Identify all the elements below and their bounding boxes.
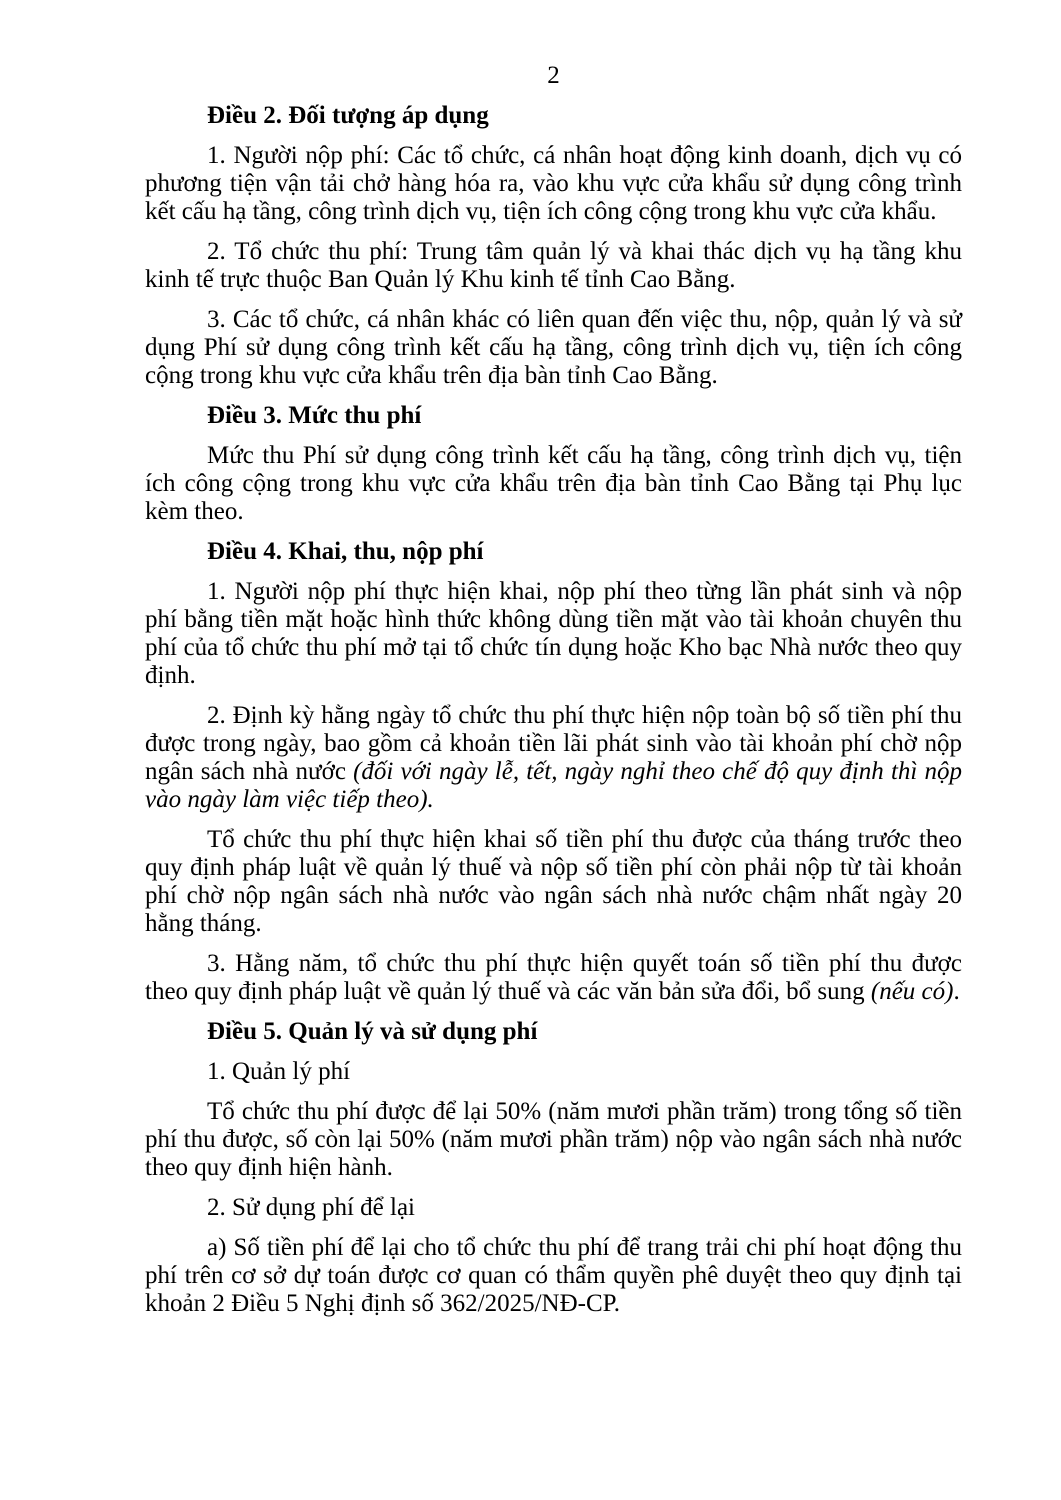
text-segment: 2. Sử dụng phí để lại	[207, 1194, 415, 1221]
text-segment: 1. Người nộp phí thực hiện khai, nộp phí theo từng lần phát sinh và nộp phí bằng tiền mặt hoặc hình thức không dùng tiền mặt vào tài khoản chuyên thu phí của tổ chức thu phí mở tại tổ chức tín dụng hoặc Kho bạc Nhà nước theo quy định.	[145, 578, 962, 689]
text-segment: 3. Hằng năm, tổ chức thu phí thực hiện quyết toán số tiền phí thu được theo quy định pháp luật về quản lý thuế và các văn bản sửa đổi, bổ sung	[145, 950, 962, 1005]
article-5-clause-2-point-a	[145, 1234, 962, 1318]
article-2-clause-3	[145, 306, 962, 390]
article-3-body	[145, 442, 962, 526]
article-4-clause-1	[145, 578, 962, 690]
italic-text-segment: (nếu có)	[870, 978, 954, 1005]
text-segment: 1. Người nộp phí: Các tổ chức, cá nhân hoạt động kinh doanh, dịch vụ có phương tiện vận tải chở hàng hóa ra, vào khu vực cửa khẩu sử dụng công trình kết cấu hạ tầng, công trình dịch vụ, tiện ích công cộng trong khu vực cửa khẩu.	[145, 142, 962, 225]
text-segment: 3. Các tổ chức, cá nhân khác có liên quan đến việc thu, nộp, quản lý và sử dụng Phí sử dụng công trình kết cấu hạ tầng, công trình dịch vụ, tiện ích công cộng trong khu vực cửa khẩu trên địa bàn tỉnh Cao Bằng.	[145, 306, 962, 389]
article-4-clause-3	[145, 950, 962, 1006]
page-number: 2	[547, 62, 560, 89]
text-segment: .	[953, 978, 960, 1005]
text-segment: Điều 3. Mức thu phí	[207, 402, 422, 429]
document-body	[145, 102, 962, 1318]
text-segment: 1. Quản lý phí	[207, 1058, 351, 1085]
text-segment: 2. Định kỳ hằng ngày tổ chức thu phí thực hiện nộp toàn bộ số tiền phí thu được trong ngày, bao gồm cả khoản tiền lãi phát sinh vào tài khoản phí chờ nộp ngân sách nhà nước	[145, 702, 962, 785]
article-2-clause-2	[145, 238, 962, 294]
text-segment: Tổ chức thu phí được để lại 50% (năm mươi phần trăm) trong tổng số tiền phí thu được, số còn lại 50% (năm mươi phần trăm) nộp vào ngân sách nhà nước theo quy định hiện hành.	[145, 1098, 962, 1181]
article-2-heading	[145, 102, 962, 130]
article-4-clause-2-continued	[145, 826, 962, 938]
italic-text-segment: (đối với ngày lễ, tết, ngày nghỉ theo chế độ quy định thì nộp vào ngày làm việc tiếp theo).	[145, 758, 962, 813]
article-2-clause-1	[145, 142, 962, 226]
text-segment: a) Số tiền phí để lại cho tổ chức thu phí để trang trải chi phí hoạt động thu phí trên cơ sở dự toán được cơ quan có thẩm quyền phê duyệt theo quy định tại khoản 2 Điều 5 Nghị định số 362/2025/NĐ-CP.	[145, 1234, 962, 1317]
article-4-heading	[145, 538, 962, 566]
text-segment: Điều 4. Khai, thu, nộp phí	[207, 538, 484, 565]
text-segment: Mức thu Phí sử dụng công trình kết cấu hạ tầng, công trình dịch vụ, tiện ích công cộng trong khu vực cửa khẩu trên địa bàn tỉnh Cao Bằng tại Phụ lục kèm theo.	[145, 442, 962, 525]
article-3-heading	[145, 402, 962, 430]
text-segment: Tổ chức thu phí thực hiện khai số tiền phí thu được của tháng trước theo quy định pháp luật về quản lý thuế và nộp số tiền phí còn phải nộp từ tài khoản phí chờ nộp ngân sách nhà nước vào ngân sách nhà nước chậm nhất ngày 20 hằng tháng.	[145, 826, 962, 937]
article-5-heading	[145, 1018, 962, 1046]
text-segment: Điều 2. Đối tượng áp dụng	[207, 102, 489, 129]
article-5-clause-1-body	[145, 1098, 962, 1182]
article-5-clause-2-title	[145, 1194, 962, 1222]
article-5-clause-1-title	[145, 1058, 962, 1086]
article-4-clause-2	[145, 702, 962, 814]
text-segment: 2. Tổ chức thu phí: Trung tâm quản lý và khai thác dịch vụ hạ tầng khu kinh tế trực thuộc Ban Quản lý Khu kinh tế tỉnh Cao Bằng.	[145, 238, 962, 293]
text-segment: Điều 5. Quản lý và sử dụng phí	[207, 1018, 538, 1045]
